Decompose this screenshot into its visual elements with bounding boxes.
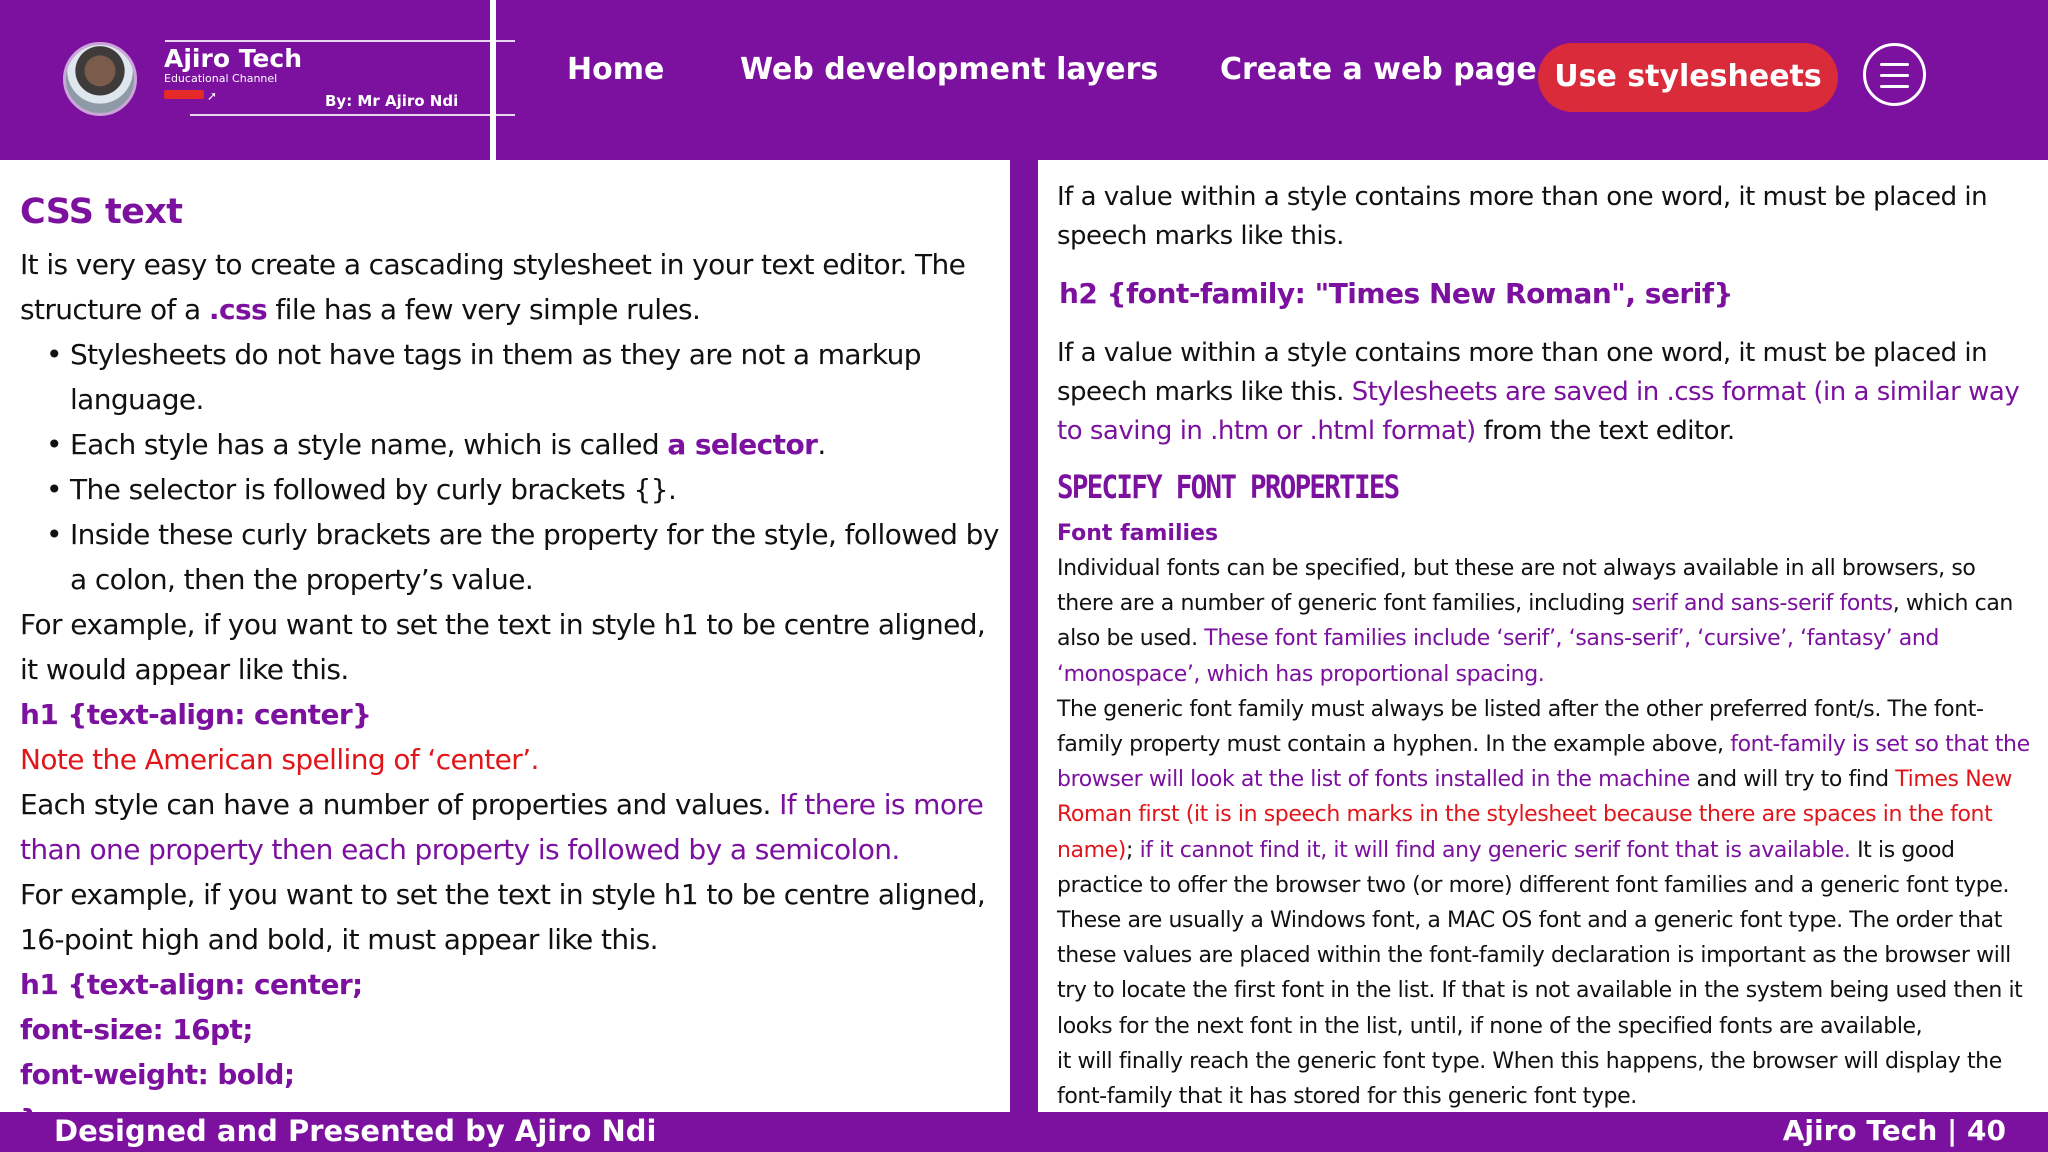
css-format-highlight: Stylesheets are saved in .css format (in a similar way to saving in .htm or .html format)	[1057, 377, 2020, 446]
right-content-panel	[1038, 160, 2048, 1112]
code-example-2-line-1: h1 {text-align: center;	[20, 968, 363, 1001]
nav-use-stylesheets[interactable]: Use stylesheets	[1538, 43, 1838, 112]
nav-web-development-layers[interactable]: Web development layers	[740, 52, 1159, 87]
families-paragraph-1: Individual fonts can be specified, but these are not always available in all browsers, so there are a number of generic font families, including serif and sans-serif fonts, which can also be used. These font families include ‘serif’, ‘sans-serif’, ‘cursive’, ‘fantasy’ and ‘monospace’, which has proportional spacing.	[1057, 556, 2013, 687]
speech-marks-paragraph: If a value within a style contains more than one word, it must be placed in speech marks like this.	[1057, 182, 1988, 251]
channel-name: Ajiro Tech	[164, 44, 303, 73]
header-divider	[490, 0, 496, 160]
section-heading: SPECIFY FONT PROPERTIES	[1057, 468, 1399, 506]
channel-logo[interactable]	[60, 38, 460, 120]
logo-divider-bottom	[190, 114, 515, 116]
hamburger-menu-icon[interactable]	[1863, 43, 1926, 106]
subscribe-button[interactable]	[164, 90, 204, 99]
families-paragraph-3: it will finally reach the generic font type. When this happens, the browser will display the font-family that it has stored for this generic font type.	[1057, 1048, 2002, 1110]
header-bar	[0, 0, 2048, 160]
code-example-2-line-3: font-weight: bold;	[20, 1058, 295, 1091]
list-item: • Each style has a style name, which is called a selector.	[46, 422, 1000, 467]
code-example-2-line-2: font-size: 16pt;	[20, 1013, 253, 1046]
families-paragraph-2: The generic font family must always be listed after the other preferred font/s. The font-family property must contain a hyphen. In the example above, font-family is set so that the browser will look at the list of fonts installed in the machine and will try to find Times New Roman first (it is in speech marks in the stylesheet because there are spaces in the font name); if it cannot find it, it will find any generic serif font that is available. It is good practice to offer the browser two (or more) different font families and a generic font type. These are usually a Windows font, a MAC OS font and a generic font type. The order that these values are placed within the font-family declaration is important as the browser will try to locate the first font in the list. If that is not available in the system being used then it looks for the next font in the list, until, if none of the specified fonts are available,	[1057, 696, 2030, 1039]
nav-create-a-web-page[interactable]: Create a web page	[1220, 52, 1537, 87]
intro-paragraph: It is very easy to create a cascading stylesheet in your text editor. The structure of a .css file has a few very simple rules.	[20, 248, 966, 326]
spelling-note: Note the American spelling of ‘center’.	[20, 743, 539, 776]
css-extension-highlight: .css	[208, 293, 268, 326]
list-item: • Inside these curly brackets are the property for the style, followed by a colon, then the property’s value.	[46, 512, 1000, 602]
avatar	[63, 42, 137, 116]
properties-paragraph: Each style can have a number of properties and values. If there is more than one property then each property is followed by a semicolon.	[20, 788, 984, 866]
footer-bar	[0, 1112, 2048, 1152]
example-paragraph-2: For example, if you want to set the text in style h1 to be centre aligned, 16-point high and bold, it must appear like this.	[20, 878, 986, 956]
code-example-1: h1 {text-align: center}	[20, 698, 372, 731]
font-families-body	[1057, 551, 2037, 1114]
right-content	[1057, 178, 2037, 1114]
left-content	[20, 184, 1000, 1142]
logo-divider-top	[165, 40, 515, 42]
presenter-credit: By: Mr Ajiro Ndi	[325, 92, 459, 110]
selector-highlight: a selector	[667, 428, 818, 461]
left-content-panel	[0, 160, 1010, 1112]
nav-home[interactable]: Home	[567, 52, 665, 87]
page-title: CSS text	[20, 192, 183, 232]
saved-format-paragraph: If a value within a style contains more than one word, it must be placed in speech marks like this. Stylesheets are saved in .css format (in a similar way to saving in .htm or .html format) from the text editor.	[1057, 338, 2020, 446]
code-example-font-family: h2 {font-family: "Times New Roman", serif}	[1059, 277, 1733, 310]
subsection-heading: Font families	[1057, 521, 1219, 546]
footer-credit: Designed and Presented by Ajiro Ndi	[54, 1114, 657, 1148]
semicolon-highlight: If there is more than one property then each property is followed by a semicolon.	[20, 788, 984, 866]
page-number: Ajiro Tech | 40	[1782, 1114, 2006, 1147]
list-item: • Stylesheets do not have tags in them as they are not a markup language.	[46, 332, 1000, 422]
rules-list	[20, 332, 1000, 602]
list-item: • The selector is followed by curly brackets {}.	[46, 467, 1000, 512]
channel-subtitle: Educational Channel	[164, 72, 278, 85]
example-paragraph-1: For example, if you want to set the text in style h1 to be centre aligned, it would appear like this.	[20, 608, 986, 686]
cursor-icon: ➚	[207, 89, 218, 103]
